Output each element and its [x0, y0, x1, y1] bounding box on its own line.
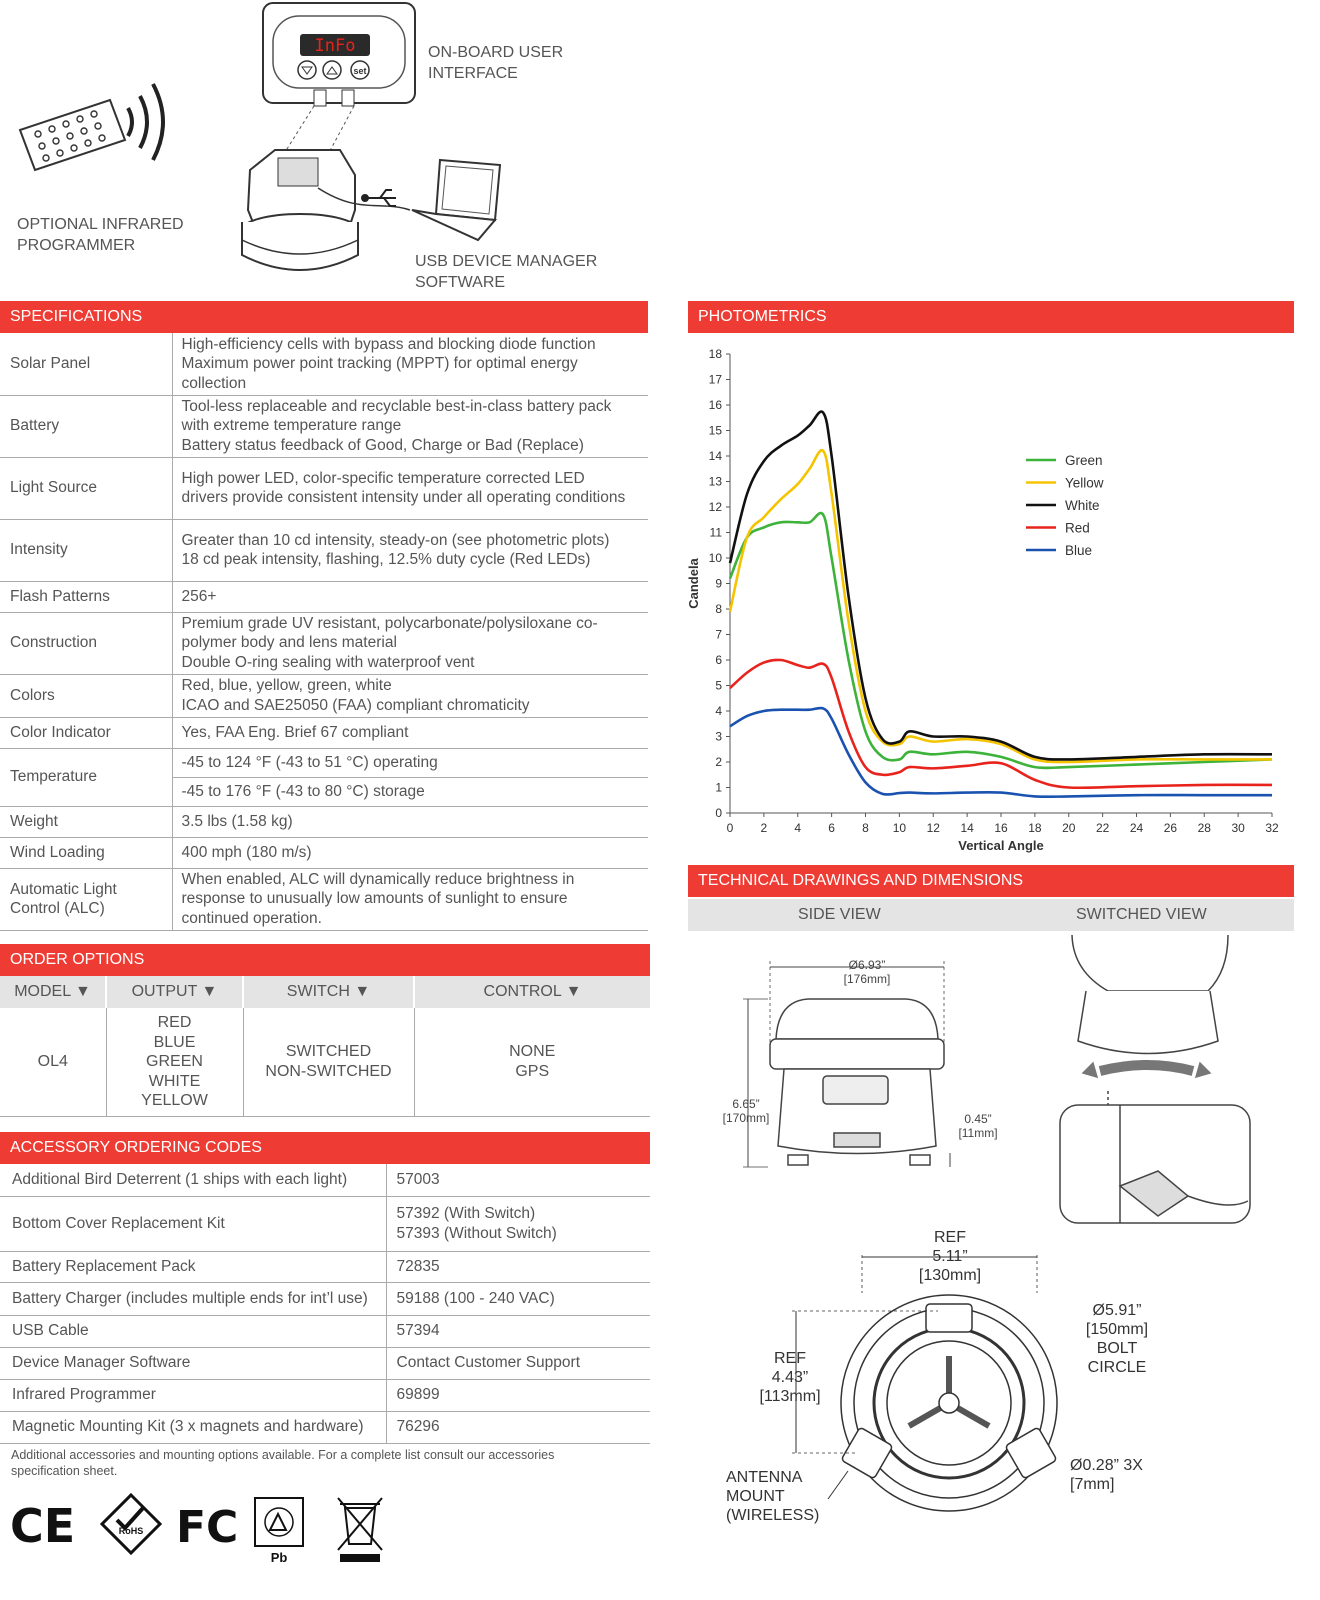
- accessory-row: [0, 1282, 650, 1315]
- spec-value: 400 mph (180 m/s): [172, 837, 648, 868]
- spec-value: Red, blue, yellow, green, white ICAO and SAE25050 (FAA) compliant chromaticity: [172, 674, 648, 717]
- spec-label: Wind Loading: [0, 837, 172, 868]
- spec-row: [0, 674, 648, 717]
- series-line-yellow: [730, 450, 1272, 762]
- infrared-programmer-callout: OPTIONAL INFRARED PROGRAMMER: [17, 216, 184, 254]
- accessory-code: Contact Customer Support: [386, 1347, 650, 1379]
- y-tick-label: 8: [715, 602, 722, 616]
- y-tick-label: 3: [715, 729, 722, 744]
- order-control-cell: NONE GPS: [414, 1008, 650, 1116]
- legend-label-white: White: [1065, 498, 1100, 513]
- x-tick-label: 0: [726, 821, 734, 835]
- y-tick-label: 7: [715, 627, 722, 642]
- accessory-label: Battery Replacement Pack: [0, 1251, 386, 1282]
- y-tick-label: 5: [715, 678, 722, 693]
- spec-label: Weight: [0, 806, 172, 837]
- dim-ref-height: REF 4.43” [113mm]: [759, 1350, 821, 1405]
- specifications-header: SPECIFICATIONS: [0, 301, 648, 333]
- y-tick-label: 13: [708, 474, 722, 489]
- x-tick-label: 24: [1129, 821, 1144, 835]
- y-tick-label: 18: [708, 347, 722, 361]
- spec-label: Light Source: [0, 457, 172, 519]
- x-tick-label: 28: [1197, 821, 1211, 835]
- y-tick-label: 12: [708, 500, 722, 514]
- recycle-pb-logo-icon: [255, 1498, 303, 1565]
- x-tick-label: 30: [1231, 821, 1245, 835]
- spec-row: [0, 333, 648, 395]
- legend-label-green: Green: [1065, 453, 1103, 468]
- usb-software-callout: USB DEVICE MANAGER SOFTWARE: [415, 253, 598, 291]
- spec-label: Colors: [0, 674, 172, 717]
- order-header-output[interactable]: OUTPUT ▼: [106, 976, 243, 1008]
- accessory-code: 76296: [386, 1411, 650, 1443]
- svg-text:RoHS: RoHS: [118, 1526, 144, 1536]
- spec-value: High-efficiency cells with bypass and blocking diode function Maximum power point tracking (MPPT) for optimal energy collection: [172, 333, 648, 395]
- series-line-green: [730, 513, 1272, 768]
- spec-row: [0, 581, 648, 612]
- y-tick-label: 6: [715, 653, 722, 667]
- spec-row: [0, 457, 648, 519]
- x-axis-label: Vertical Angle: [958, 838, 1044, 853]
- y-tick-label: 2: [715, 755, 722, 769]
- specifications-table: [0, 333, 648, 931]
- spec-row: [0, 837, 648, 868]
- y-tick-label: 9: [715, 576, 722, 591]
- order-header-control[interactable]: CONTROL ▼: [414, 976, 650, 1008]
- accessory-note: Additional accessories and mounting options available. For a complete list consult our accessories specification sheet.: [11, 1448, 555, 1478]
- fcc-logo-icon: [176, 1502, 238, 1553]
- spec-label: Battery: [0, 395, 172, 457]
- y-tick-label: 1: [715, 780, 722, 795]
- svg-text:FC: FC: [176, 1502, 239, 1553]
- x-tick-label: 22: [1095, 821, 1110, 835]
- accessory-label: Device Manager Software: [0, 1347, 386, 1379]
- accessory-label: Additional Bird Deterrent (1 ships with each light): [0, 1164, 386, 1196]
- spec-value: When enabled, ALC will dynamically reduce brightness in response to unusually low amounts of sunlight to ensure continued operation.: [172, 868, 648, 930]
- side-view-label: SIDE VIEW: [798, 906, 881, 923]
- accessory-code: 69899: [386, 1379, 650, 1411]
- order-model-cell: OL4: [0, 1008, 106, 1116]
- switched-view-label: SWITCHED VIEW: [1076, 906, 1207, 923]
- accessory-label: Bottom Cover Replacement Kit: [0, 1196, 386, 1251]
- dim-width: Ø6.93” [176mm]: [843, 958, 891, 986]
- accessory-row: [0, 1347, 650, 1379]
- x-tick-label: 20: [1062, 821, 1076, 835]
- spec-value: 3.5 lbs (1.58 kg): [172, 806, 648, 837]
- x-tick-label: 10: [892, 821, 907, 835]
- x-tick-label: 32: [1265, 821, 1279, 835]
- x-tick-label: 16: [994, 821, 1008, 835]
- x-tick-label: 6: [828, 821, 835, 835]
- order-options-header: ORDER OPTIONS: [0, 944, 650, 976]
- y-tick-label: 10: [708, 551, 722, 565]
- spec-row: [0, 806, 648, 837]
- x-tick-label: 8: [862, 821, 869, 835]
- display-readout: InFo: [314, 36, 356, 56]
- spec-value: -45 to 176 °F (-43 to 80 °C) storage: [172, 777, 648, 806]
- view-labels-bar: [688, 899, 1294, 931]
- y-tick-label: 15: [708, 423, 722, 438]
- set-button-label: set: [353, 66, 367, 76]
- spec-value: Yes, FAA Eng. Brief 67 compliant: [172, 717, 648, 748]
- series-line-blue: [730, 708, 1272, 797]
- accessory-row: [0, 1251, 650, 1282]
- x-tick-label: 14: [960, 821, 974, 835]
- spec-row: [0, 395, 648, 457]
- accessory-codes-header: ACCESSORY ORDERING CODES: [0, 1132, 650, 1164]
- spec-value: High power LED, color-specific temperature corrected LED drivers provide consistent intensity under all operating conditions: [172, 457, 648, 519]
- legend-label-red: Red: [1065, 520, 1090, 536]
- spec-label: Solar Panel: [0, 333, 172, 395]
- spec-value: -45 to 124 °F (-43 to 51 °C) operating: [172, 748, 648, 777]
- legend-label-blue: Blue: [1065, 543, 1093, 558]
- accessory-row: [0, 1315, 650, 1347]
- accessory-row: [0, 1164, 650, 1196]
- weee-bin-icon: [338, 1498, 382, 1562]
- legend-label-yellow: Yellow: [1065, 475, 1104, 491]
- certification-logos: [0, 1490, 400, 1565]
- x-tick-label: 12: [926, 821, 940, 835]
- dim-base: 0.45” [11mm]: [958, 1112, 998, 1140]
- spec-label: Intensity: [0, 519, 172, 581]
- accessory-code: 72835: [386, 1251, 650, 1282]
- dim-bolt-circle: Ø5.91” [150mm] BOLT CIRCLE: [1085, 1302, 1149, 1376]
- accessory-label: Battery Charger (includes multiple ends for int’l use): [0, 1282, 386, 1315]
- spec-value: Premium grade UV resistant, polycarbonate/polysiloxane co- polymer body and lens material Double O-ring sealing with waterproof vent: [172, 612, 648, 674]
- spec-label: Flash Patterns: [0, 581, 172, 612]
- accessory-row: [0, 1411, 650, 1443]
- dim-height: 6.65” [170mm]: [722, 1097, 770, 1125]
- order-output-cell: RED BLUE GREEN WHITE YELLOW: [106, 1008, 243, 1116]
- photometrics-chart: [680, 340, 1300, 860]
- svg-text:Pb: Pb: [270, 1550, 288, 1565]
- accessory-code: 59188 (100 - 240 VAC): [386, 1282, 650, 1315]
- spec-row: [0, 717, 648, 748]
- spec-value: Tool-less replaceable and recyclable best-in-class battery pack with extreme temperature range Battery status feedback of Good, Charge or Bad (Replace): [172, 395, 648, 457]
- x-tick-label: 2: [760, 821, 768, 835]
- spec-label: Construction: [0, 612, 172, 674]
- accessory-code: 57394: [386, 1315, 650, 1347]
- ce-logo-icon: [10, 1499, 75, 1553]
- rohs-logo-icon: [102, 1495, 160, 1553]
- order-switch-cell: SWITCHED NON-SWITCHED: [243, 1008, 414, 1116]
- order-header-model[interactable]: MODEL ▼: [0, 976, 106, 1008]
- y-tick-label: 16: [708, 398, 722, 412]
- spec-label: Temperature: [0, 748, 172, 806]
- spec-label: Automatic Light Control (ALC): [0, 868, 172, 930]
- spec-label: Color Indicator: [0, 717, 172, 748]
- series-line-red: [730, 660, 1272, 788]
- y-axis-label: Candela: [686, 558, 701, 609]
- order-options-table: [0, 976, 650, 1117]
- usb-icon: [362, 190, 396, 206]
- spec-row: [0, 612, 648, 674]
- accessory-codes-table: [0, 1164, 650, 1444]
- x-tick-label: 18: [1028, 821, 1042, 835]
- y-tick-label: 0: [715, 806, 722, 820]
- switched-view-drawing: [1060, 935, 1250, 1223]
- accessory-label: Infrared Programmer: [0, 1379, 386, 1411]
- side-view-drawing: [743, 961, 950, 1167]
- y-tick-label: 11: [709, 525, 722, 540]
- svg-text:CE: CE: [10, 1499, 76, 1553]
- dim-ref-width: REF 5.11” [130mm]: [918, 1229, 982, 1284]
- accessory-label: Magnetic Mounting Kit (3 x magnets and hardware): [0, 1411, 386, 1443]
- x-tick-label: 4: [794, 821, 802, 835]
- accessory-label: USB Cable: [0, 1315, 386, 1347]
- spec-value: Greater than 10 cd intensity, steady-on (see photometric plots) 18 cd peak intensity, flashing, 12.5% duty cycle (Red LEDs): [172, 519, 648, 581]
- y-tick-label: 14: [708, 449, 722, 463]
- spec-row: [0, 519, 648, 581]
- accessory-row: [0, 1379, 650, 1411]
- spec-value: 256+: [172, 581, 648, 612]
- infrared-remote-icon: [20, 84, 163, 170]
- technical-drawings-header: TECHNICAL DRAWINGS AND DIMENSIONS: [688, 865, 1294, 897]
- order-header-switch[interactable]: SWITCH ▼: [243, 976, 414, 1008]
- spec-row: [0, 748, 648, 777]
- accessory-code: 57003: [386, 1164, 650, 1196]
- accessory-row: [0, 1196, 650, 1251]
- light-unit-illustration: [242, 150, 358, 270]
- y-tick-label: 4: [715, 704, 722, 718]
- spec-row: [0, 868, 648, 930]
- y-tick-label: 17: [708, 372, 722, 387]
- photometrics-header: PHOTOMETRICS: [688, 301, 1294, 333]
- onboard-interface-illustration: [263, 3, 415, 160]
- x-tick-label: 26: [1163, 821, 1178, 835]
- onboard-interface-callout: ON-BOARD USER INTERFACE: [428, 44, 564, 82]
- antenna-mount-label: ANTENNA MOUNT (WIRELESS): [726, 1469, 820, 1524]
- accessory-code: 57392 (With Switch) 57393 (Without Switch): [386, 1196, 650, 1251]
- dim-hole: Ø0.28” 3X [7mm]: [1070, 1457, 1143, 1493]
